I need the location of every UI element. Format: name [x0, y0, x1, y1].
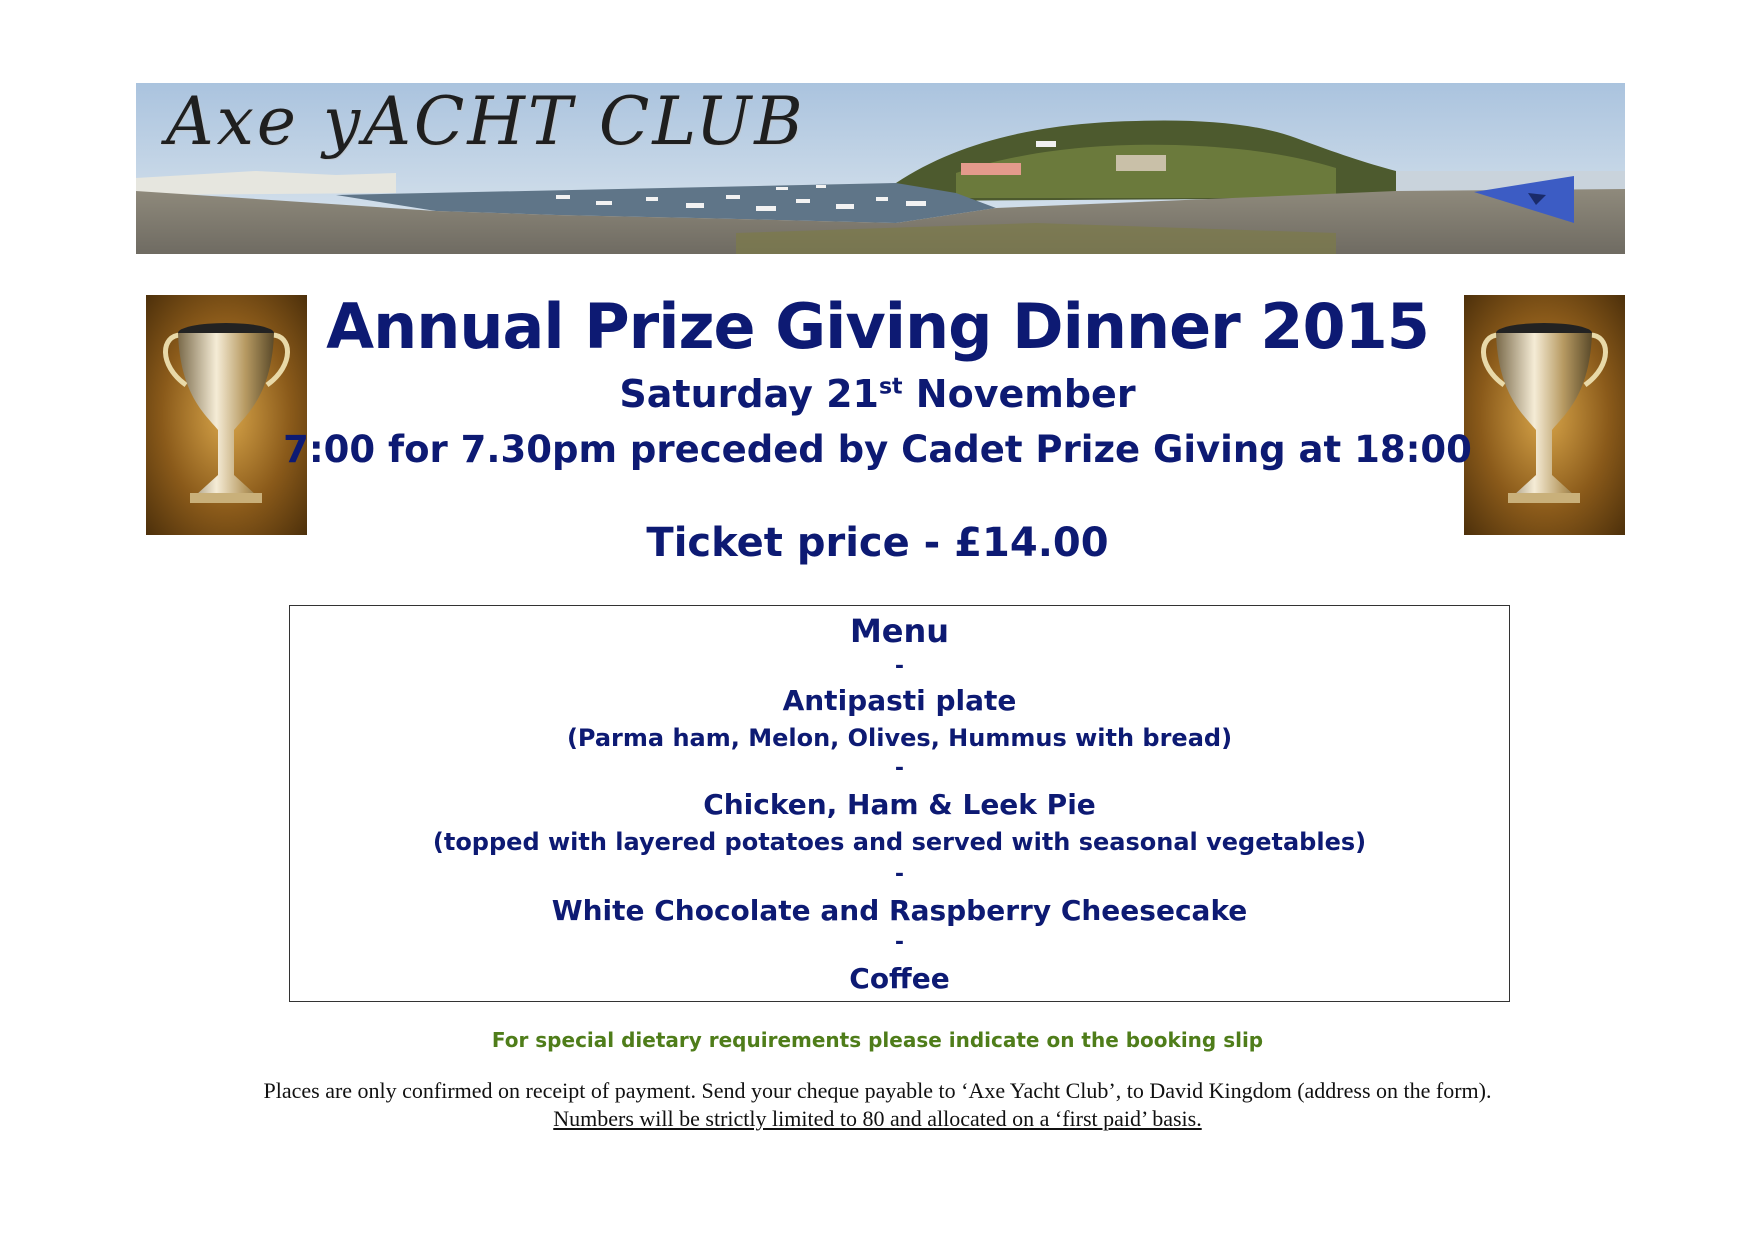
- ticket-price: Ticket price - £14.00: [646, 520, 1109, 566]
- menu-main-description: (topped with layered potatoes and served with seasonal vegetables): [432, 828, 1367, 856]
- payment-note: Places are only confirmed on receipt of payment. Send your cheque payable to ‘Axe Yacht Club’, to David Kingdom (address on the form).: [263, 1078, 1492, 1103]
- menu-dessert: White Chocolate and Raspberry Cheesecake: [551, 894, 1248, 927]
- menu-separator: -: [894, 862, 905, 887]
- limit-note: Numbers will be strictly limited to 80 and allocated on a ‘first paid’ basis.: [553, 1106, 1202, 1131]
- event-date: Saturday 21st November: [619, 372, 1136, 416]
- menu-coffee: Coffee: [849, 962, 950, 995]
- menu-separator: -: [894, 654, 905, 679]
- header-banner: [136, 83, 1625, 254]
- event-time: 7:00 for 7.30pm preceded by Cadet Prize Giving at 18:00: [283, 428, 1472, 471]
- menu-separator: -: [894, 930, 905, 955]
- menu-box: [289, 605, 1510, 1002]
- menu-separator: -: [894, 756, 905, 781]
- event-title: Annual Prize Giving Dinner 2015: [326, 290, 1429, 363]
- club-logo-text: Axe yACHT CLUB: [166, 83, 806, 160]
- dietary-note: For special dietary requirements please indicate on the booking slip: [491, 1028, 1264, 1052]
- menu-main: Chicken, Ham & Leek Pie: [703, 788, 1096, 821]
- menu-title: Menu: [849, 612, 950, 650]
- menu-starter: Antipasti plate: [782, 684, 1017, 717]
- menu-starter-description: (Parma ham, Melon, Olives, Hummus with bread): [566, 724, 1233, 752]
